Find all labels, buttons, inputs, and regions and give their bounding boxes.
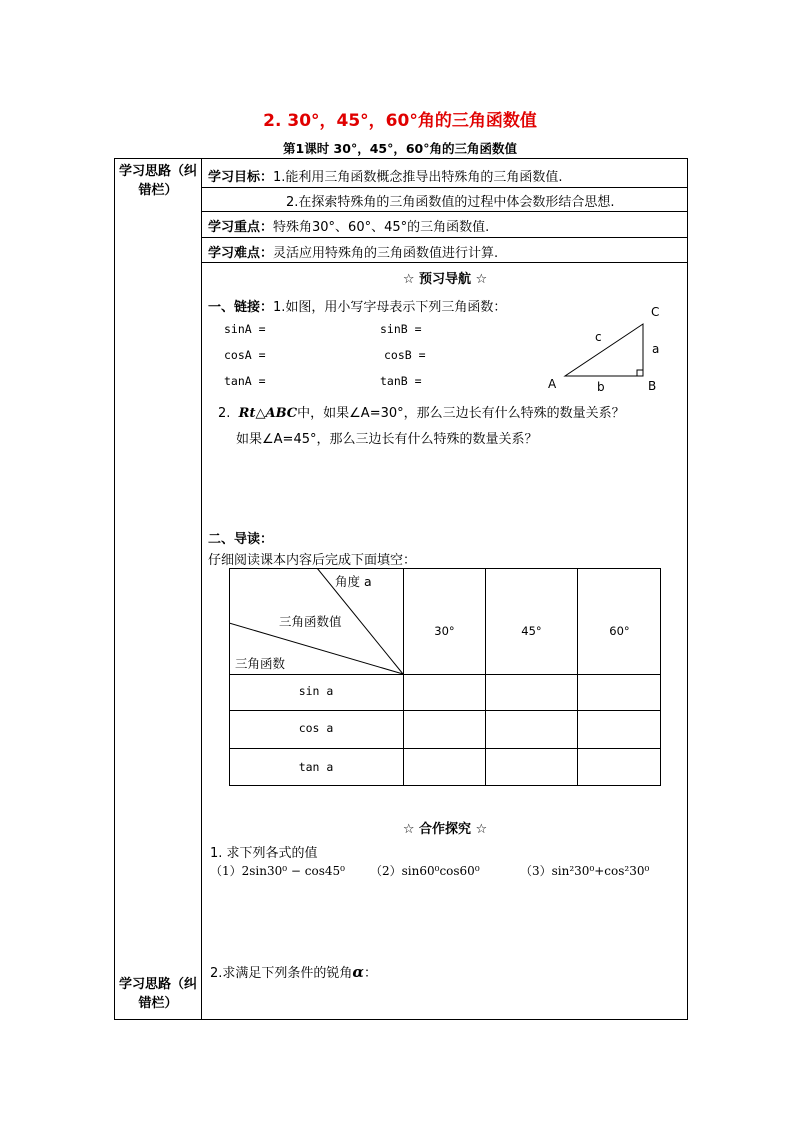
goal-label: 学习目标： [208,170,274,185]
row-cos: cos a [298,721,334,735]
goal-2-text: 2.在探索特殊角的三角函数值的过程中体会数形结合思想. [286,195,615,210]
tanB-blank: tanB = [380,374,422,388]
item-2-row [218,402,625,421]
vertex-C: C [651,305,660,319]
header-func: 三角函数 [235,656,286,671]
difficulty-label: 学习难点： [208,246,274,261]
question-2-end: ： [363,966,377,981]
row-sin: sin a [298,684,334,698]
sinA-blank: sinA = [224,322,266,336]
sinB-blank: sinB = [380,322,422,336]
item-2-number: 2. [218,406,231,421]
header-angle: 角度 a [335,574,372,589]
col-30: 30° [434,624,455,638]
row-divider [202,237,687,238]
cosB-blank: cosB = [384,348,426,362]
goal-row [208,166,563,185]
item-1-text: 1.如图，用小写字母表示下列三角函数： [273,300,507,315]
question-2 [210,962,377,981]
explore-heading: ☆ 合作探究 ☆ [402,822,488,837]
key-label: 学习重点： [208,220,274,235]
question-1a: （1）2sin30⁰ − cos45⁰ [210,864,345,878]
header-value: 三角函数值 [279,614,342,629]
column-divider [201,158,202,1020]
side-a: a [652,342,660,356]
side-c: c [595,330,602,344]
trig-values-table [229,568,661,786]
question-1b: （2）sin60⁰cos60⁰ [370,864,480,878]
goal-1-text: 1.能利用三角函数概念推导出特殊角的三角函数值. [273,170,563,185]
lesson-subtitle: 第1课时 30°，45°，60°角的三角函数值 [283,141,517,156]
vertex-A: A [548,377,557,391]
key-row [208,216,489,235]
vertex-B: B [648,379,657,393]
col-60: 60° [609,624,630,638]
key-text: 特殊角30°、60°、45°的三角函数值. [273,220,490,235]
side-b: b [597,380,605,394]
link-label: 一、链接： [208,300,274,315]
right-triangle-diagram [540,298,670,398]
sidebar-label-top: 学习思路（纠错栏） [118,164,197,198]
sidebar-label-bottom: 学习思路（纠错栏） [118,977,197,1011]
table-grid [229,568,661,786]
tanA-blank: tanA = [224,374,266,388]
item-2-line2: 如果∠A=45°，那么三边长有什么特殊的数量关系？ [236,432,538,447]
right-angle-mark [637,370,643,376]
row-divider [202,187,687,188]
reading-label: 二、导读： [208,532,274,547]
item-2-triangle: Rt△ABC [238,406,298,421]
difficulty-row [208,242,498,261]
reading-instruction: 仔细阅读课本内容后完成下面填空： [208,553,417,568]
triangle-shape [565,324,643,376]
alpha-symbol: α [352,963,364,981]
question-1c: （3）sin²30⁰+cos²30⁰ [520,864,650,878]
difficulty-text: 灵活应用特殊角的三角函数值进行计算. [273,246,499,261]
question-1: 1. 求下列各式的值 [210,846,318,861]
cosA-blank: cosA = [224,348,266,362]
document-title: 2. 30°，45°，60°角的三角函数值 [263,111,537,131]
col-45: 45° [521,624,542,638]
row-tan: tan a [298,760,334,774]
row-divider [202,262,687,263]
item-2-text: 中，如果∠A=30°，那么三边长有什么特殊的数量关系？ [297,406,625,421]
preview-heading: ☆ 预习导航 ☆ [402,272,488,287]
question-2-text: 2.求满足下列条件的锐角 [210,966,353,981]
row-divider [202,211,687,212]
link-row [208,296,506,315]
